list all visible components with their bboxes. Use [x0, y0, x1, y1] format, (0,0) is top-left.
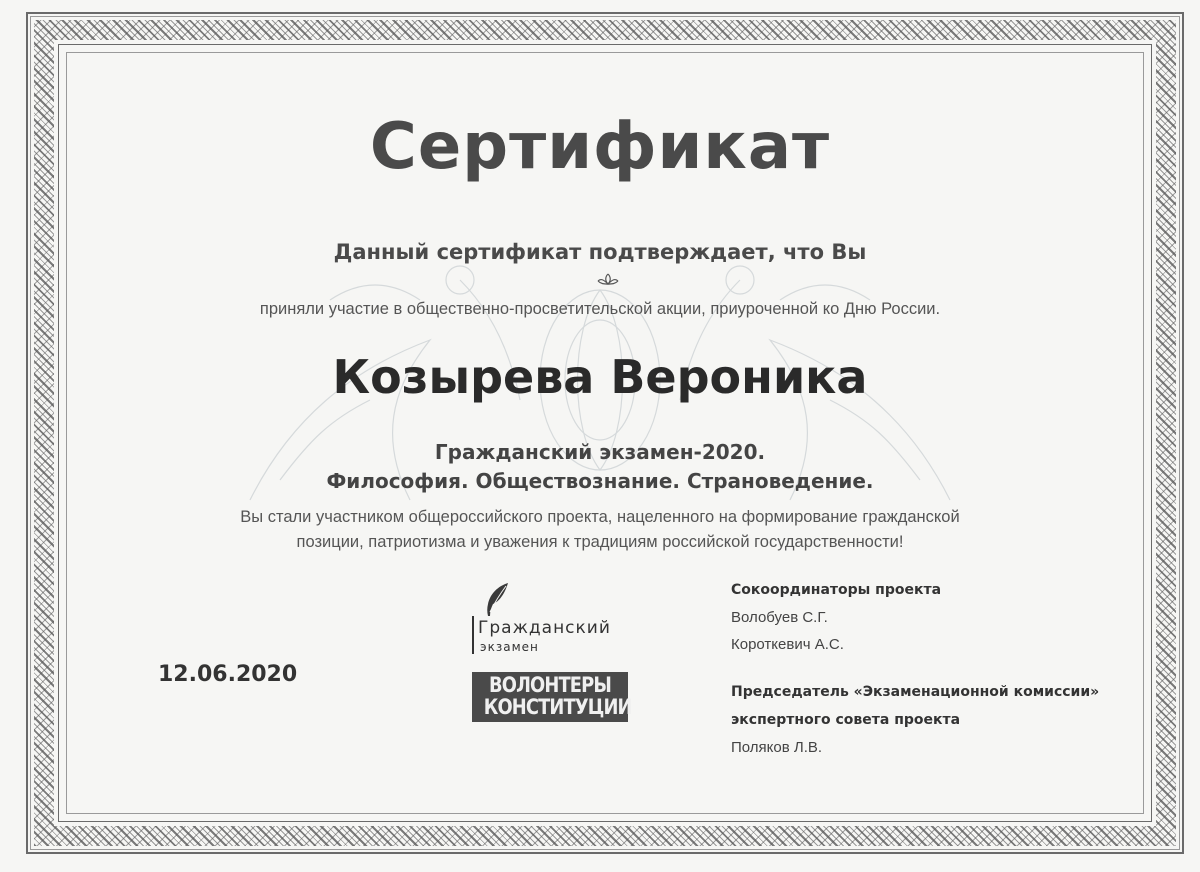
description-line-2: позиции, патриотизма и уважения к традициям российской государственности!: [296, 533, 904, 551]
exam-title: Гражданский экзамен-2020.: [434, 440, 766, 464]
certificate-date: 12.06.2020: [158, 662, 298, 687]
logo-vol-line2: КОНСТИТУЦИИ: [483, 695, 632, 719]
exam-subjects: Философия. Обществознание. Страноведение.: [326, 469, 874, 493]
chair-heading-line-2: экспертного совета проекта: [731, 712, 961, 728]
participation-text: приняли участие в общественно-просветительской акции, приуроченной ко Дню России.: [259, 300, 941, 318]
logo-ekzamen-word: экзамен: [480, 640, 539, 654]
chair-heading-line-1: Председатель «Экзаменационной комиссии»: [731, 684, 1100, 700]
coordinators-heading: Сокоординаторы проекта: [731, 582, 942, 598]
chair-name: Поляков Л.В.: [731, 739, 823, 756]
recipient-name: Козырева Вероника: [332, 350, 868, 404]
coordinator-name-2: Короткевич А.С.: [731, 636, 844, 653]
feather-icon: [482, 582, 510, 618]
certificate-subtitle: Данный сертификат подтверждает, что Вы: [333, 240, 867, 264]
description-line-1: Вы стали участником общероссийского проекта, нацеленного на формирование гражданской: [240, 508, 960, 526]
certificate-title: Сертификат: [369, 110, 831, 184]
logo-divider-bar: [472, 616, 474, 654]
coordinator-name-1: Волобуев С.Г.: [731, 609, 828, 626]
logo-grazhdansky-word: Гражданский: [478, 618, 611, 638]
logo-vol-line1: ВОЛОНТЕРЫ: [488, 673, 612, 697]
lotus-ornament-icon: [596, 272, 620, 286]
volunteers-constitution-logo: [472, 672, 632, 722]
